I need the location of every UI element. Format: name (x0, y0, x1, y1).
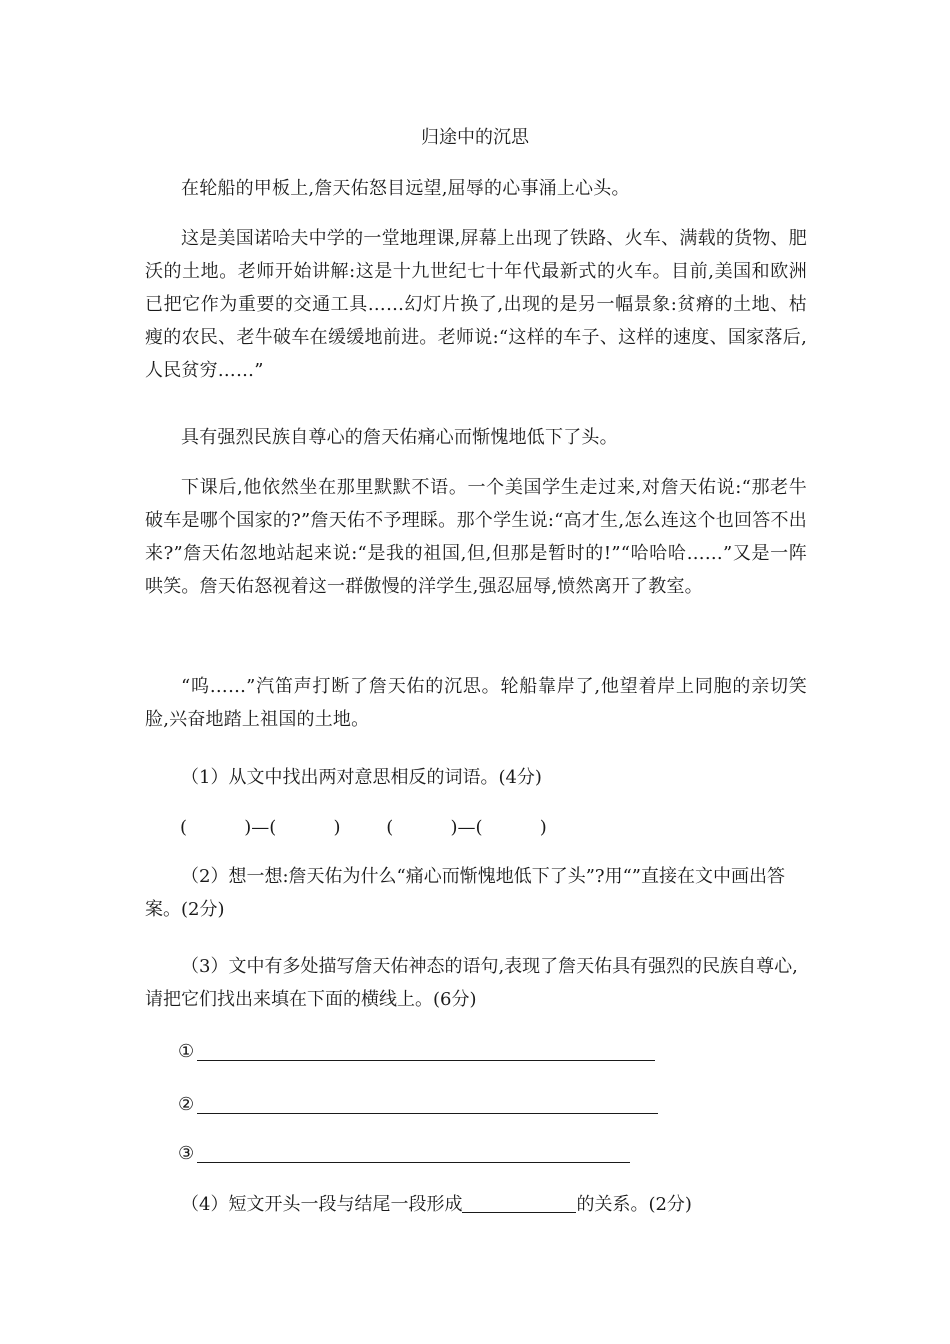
question-4 (145, 1188, 807, 1221)
document-title: 归途中的沉思 (421, 127, 529, 148)
question-1-blanks: ( )—( ) ( )—( ) (180, 817, 547, 838)
answer-marker-3: ③ (178, 1143, 195, 1164)
paragraph-4: 下课后,他依然坐在那里默默不语。一个美国学生走过来,对詹天佑说:“那老牛破车是哪个国家的?”詹天佑不予理睬。那个学生说:“高才生,怎么连这个也回答不出来?”詹天佑忽地站起来说:“是我的祖国,但,但那是暂时的!”“哈哈哈……”又是一阵哄笑。詹天佑怒视着这一群傲慢的洋学生,强忍屈辱,愤然离开了教室。 (145, 477, 807, 597)
answer-underline (197, 1060, 655, 1061)
paragraph-1: 在轮船的甲板上,詹天佑怒目远望,屈辱的心事涌上心头。 (181, 178, 630, 199)
paragraph-5: “呜……”汽笛声打断了詹天佑的沉思。轮船靠岸了,他望着岸上同胞的亲切笑脸,兴奋地踏上祖国的土地。 (145, 676, 807, 730)
question-1: （1）从文中找出两对意思相反的词语。(4分) (181, 767, 542, 788)
answer-underline (197, 1113, 658, 1114)
question-4-text-after: 的关系。(2分) (576, 1194, 692, 1215)
question-3: （3）文中有多处描写詹天佑神态的语句,表现了詹天佑具有强烈的民族自尊心,请把它们找出来填在下面的横线上。(6分) (145, 956, 798, 1010)
paragraph-2: 这是美国诺哈夫中学的一堂地理课,屏幕上出现了铁路、火车、满载的货物、肥沃的土地。老师开始讲解:这是十九世纪七十年代最新式的火车。目前,美国和欧洲已把它作为重要的交通工具……幻灯片换了,出现的是另一幅景象:贫瘠的土地、枯瘦的农民、老牛破车在缓缓地前进。老师说:“这样的车子、这样的速度、国家落后,人民贫穷……” (145, 228, 807, 381)
question-4-blank[interactable] (462, 1192, 576, 1213)
answer-marker-1: ① (178, 1041, 195, 1062)
answer-line-2[interactable] (178, 1093, 660, 1117)
question-4-text-before: （4）短文开头一段与结尾一段形成 (181, 1194, 463, 1215)
answer-marker-2: ② (178, 1094, 195, 1115)
answer-line-1[interactable] (178, 1040, 658, 1064)
paragraph-3: 具有强烈民族自尊心的詹天佑痛心而惭愧地低下了头。 (181, 427, 618, 448)
question-2: （2）想一想:詹天佑为什么“痛心而惭愧地低下了头”?用“”直接在文中画出答案。(2分) (145, 866, 785, 920)
answer-line-3[interactable] (178, 1142, 633, 1166)
answer-underline (197, 1162, 630, 1163)
